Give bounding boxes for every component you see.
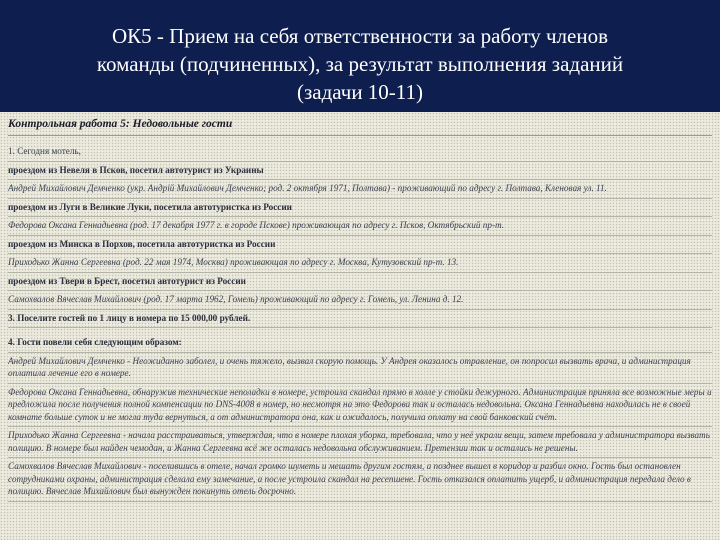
document-line: Андрей Михайлович Демченко - Неожиданно заболел, и очень тяжело, вызвал скорую помощь. У Андрея оказалось отравление, он попросил вызвать врача, и администрация оплатила лечение его в номере. xyxy=(8,353,712,384)
slide-title-line-2: команды (подчиненных), за результат выполнения заданий xyxy=(96,52,624,76)
scanned-document xyxy=(0,112,720,540)
document-line: проездом из Невеля в Псков, посетил автотурист из Украины xyxy=(8,162,712,181)
document-line: Приходько Жанна Сергеевна - начала расстраиваться, утверждая, что в номере плохая уборка, требовала, что у неё украли вещи, затем требовала у администратора вызвать полицию. В номере был найден чемодан, и Жанна Сергеевна всё же осталась недовольна обслуживанием. Претензии так и остались не решены. xyxy=(8,427,712,458)
slide-title-line-3: (задачи 10-11) xyxy=(296,80,424,104)
slide-title-line-1: ОК5 - Прием на себя ответственности за работу членов xyxy=(111,24,608,48)
document-line: Самохвалов Вячеслав Михайлович (род. 17 марта 1962, Гомель) проживающий по адресу г. Гомель, ул. Ленина д. 12. xyxy=(8,291,712,310)
document-line: Андрей Михайлович Демченко (укр. Андрій Михайлович Демченко; род. 2 октября 1971, Полтава) - проживающий по адресу г. Полтава, Кленовая ул. 11. xyxy=(8,180,712,199)
document-line: проездом из Твери в Брест, посетил автотурист из России xyxy=(8,273,712,292)
document-line: Федорова Оксана Геннадьевна (род. 17 декабря 1977 г. в городе Пскове) проживающая по адресу г. Псков, Октябрьский пр-т. xyxy=(8,217,712,236)
document-line: 3. Поселите гостей по 1 лицу в номера по 15 000,00 рублей. xyxy=(8,310,712,329)
document-line: 1. Сегодня мотель, xyxy=(8,143,712,162)
document-line: проездом из Луги в Великие Луки, посетила автотуристка из России xyxy=(8,199,712,218)
document-line: 4. Гости повели себя следующим образом: xyxy=(8,334,712,353)
document-line: проездом из Минска в Порхов, посетила автотуристка из России xyxy=(8,236,712,255)
document-line: Федорова Оксана Геннадьевна, обнаружив технические неполадки в номере, устроила скандал прямо в холле у стойки дежурного. Администрация приняла все возможные меры и предложила после получения полной компенсации по DNS-4008 в номер, но несмотря на это Федорова так и осталась недовольна. Оксана Геннадьевна находилась не в своей комнате больше суток и не могла туда вернуться, а от администратора она, как и ожидалось, получила оплату на свой банковский счёт. xyxy=(8,384,712,428)
document-heading: Контрольная работа 5: Недовольные гости xyxy=(8,118,712,136)
slide-title xyxy=(0,0,720,120)
document-items xyxy=(8,143,712,502)
document-line: Самохвалов Вячеслав Михайлович - поселившись в отеле, начал громко шуметь и мешать другим гостям, а позднее вышел в коридор и разбил окно. Гость был остановлен сотрудниками охраны, администрация сделала ему замечание, а после устроила скандал на ресепшене. Гость отказался оплатить ущерб, и администрация передала дело в полицию. Вячеслав Михайлович был вынужден покинуть отель досрочно. xyxy=(8,458,712,502)
document-line: Приходько Жанна Сергеевна (род. 22 мая 1974, Москва) проживающая по адресу г. Москва, Кутузовский пр-т. 13. xyxy=(8,254,712,273)
